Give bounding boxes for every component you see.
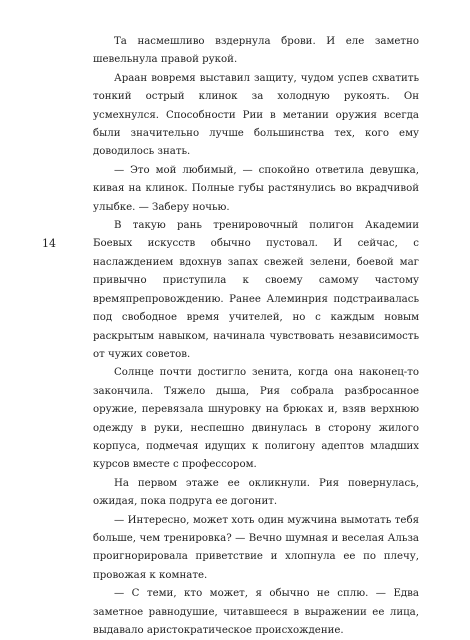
paragraph: — С теми, кто может, я обычно не сплю. — Едва заметное равнодушие, читавшееся в выражении ее лица, выдавало аристократическое происхождение. (93, 588, 419, 636)
paragraph: В такую рань тренировочный полигон Академии Боевых искусств обычно пустовал. И сейчас, с наслаждением вдохнув запах свежей зелени, боевой маг привычно приступила к своему самому частому времяпрепровождению. Ранее Алеминрия подстраивалась под свободное время учителей, но с каждым новым раскрытым навыком, начинала чувствовать независимость от чужих советов. (93, 220, 419, 360)
paragraph: — Это мой любимый, — спокойно ответила девушка, кивая на клинок. Полные губы растянулись во вкрадчивой улыбке. — Заберу ночью. (93, 164, 419, 213)
paragraph: — Интересно, может хоть один мужчина вымотать тебя больше, чем тренировка? — Вечно шумная и веселая Альза проигнорировала приветствие и хлопнула ее по плечу, провожая к комнате. (93, 514, 419, 581)
paragraph: Та насмешливо вздернула брови. И еле заметно шевельнула правой рукой. (93, 36, 419, 66)
page-number: 14 (42, 237, 56, 250)
body-text (93, 33, 419, 640)
paragraph: Солнце почти достигло зенита, когда она наконец-то закончила. Тяжело дыша, Рия собрала разбросанное оружие, перевязала шнуровку на брюках и, взяв верхнюю одежду в руки, неспешно двинулась в сторону жилого корпуса, подмечая идущих к полигону адептов младших курсов вместе с профессором. (93, 367, 419, 471)
paragraph: Араан вовремя выставил защиту, чудом успев схватить тонкий острый клинок за холодную рукоять. Он усмехнулся. Способности Рии в метании оружия всегда были значительно лучше большинства тех, кого ему доводилось знать. (93, 72, 419, 158)
paragraph: На первом этаже ее окликнули. Рия повернулась, ожидая, пока подруга ее догонит. (93, 477, 419, 508)
